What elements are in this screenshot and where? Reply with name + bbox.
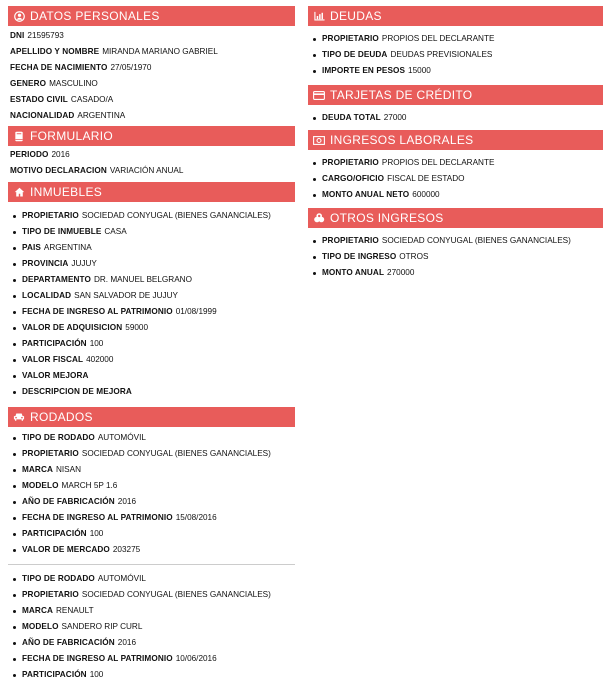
field-label: PROPIETARIO [322,34,379,43]
field-row [308,233,603,249]
field-value: 27000 [383,113,407,122]
field-row [8,108,295,124]
field-row [8,478,295,494]
field-label: NACIONALIDAD [10,111,75,120]
field-row [8,44,295,60]
field-value: ARGENTINA [43,243,92,252]
field-row [8,92,295,108]
field-value: 10/06/2016 [175,654,217,663]
field-value: SOCIEDAD CONYUGAL (BIENES GANANCIALES) [81,211,271,220]
rodado-2-list [8,571,295,683]
field-row [8,240,295,256]
field-value: 59000 [125,323,149,332]
field-value: 2016 [117,638,136,647]
field-label: TIPO DE RODADO [22,433,95,442]
field-row [8,208,295,224]
home-icon [12,187,26,197]
field-label: VALOR MEJORA [22,371,89,380]
field-row [8,60,295,76]
field-label: VALOR FISCAL [22,355,84,364]
field-row [308,155,603,171]
field-label: DEUDA TOTAL [322,113,381,122]
section-title: TARJETAS DE CRÉDITO [330,88,473,102]
field-value: 27/05/1970 [110,63,152,72]
field-value: PROPIOS DEL DECLARANTE [381,34,495,43]
section-title: FORMULARIO [30,129,114,143]
bar-chart-icon [312,11,326,21]
field-row [308,265,603,281]
field-row [308,171,603,187]
vehicle-divider [8,564,295,565]
field-label: VALOR DE ADQUISICION [22,323,123,332]
field-value: 402000 [86,355,114,364]
field-value: SOCIEDAD CONYUGAL (BIENES GANANCIALES) [81,590,271,599]
field-row [8,667,295,683]
book-icon [12,131,26,142]
field-value: 600000 [412,190,440,199]
field-label: PROPIETARIO [22,449,79,458]
field-label: PARTICIPACIÓN [22,339,87,348]
field-row [308,63,603,79]
field-label: TIPO DE INMUEBLE [22,227,102,236]
field-row [8,571,295,587]
field-value: PROPIOS DEL DECLARANTE [381,158,495,167]
field-value: 2016 [117,497,136,506]
field-label: IMPORTE EN PESOS [322,66,406,75]
field-label: TIPO DE INGRESO [322,252,397,261]
field-label: CARGO/OFICIO [322,174,385,183]
field-value: MARCH 5P 1.6 [61,481,118,490]
field-row [8,542,295,558]
field-row [8,272,295,288]
field-row [8,288,295,304]
field-label: FECHA DE INGRESO AL PATRIMONIO [22,513,173,522]
field-label: PARTICIPACIÓN [22,670,87,679]
field-row [8,304,295,320]
deudas-list [308,31,603,79]
field-label: PROPIETARIO [322,236,379,245]
field-row [308,249,603,265]
coins-icon [312,213,326,223]
otros-ingresos-header [308,208,603,228]
field-value: 100 [89,339,104,348]
section-title: DEUDAS [330,9,382,23]
field-row [8,352,295,368]
field-label: FECHA DE INGRESO AL PATRIMONIO [22,654,173,663]
field-label: PROPIETARIO [322,158,379,167]
field-label: DEPARTAMENTO [22,275,91,284]
field-row [8,320,295,336]
section-title: INMUEBLES [30,185,103,199]
field-value: DR. MANUEL BELGRANO [93,275,192,284]
field-row [8,28,295,44]
field-value: MIRANDA MARIANO GABRIEL [102,47,218,56]
field-value: 270000 [387,268,415,277]
field-row [8,462,295,478]
field-row [8,147,295,163]
field-row [8,494,295,510]
field-label: GENERO [10,79,47,88]
field-label: MOTIVO DECLARACION [10,166,107,175]
otros-ingresos-list [308,233,603,281]
field-row [308,110,603,126]
tarjetas-list [308,110,603,126]
field-value: SAN SALVADOR DE JUJUY [74,291,179,300]
field-row [8,368,295,384]
field-value: FISCAL DE ESTADO [387,174,465,183]
field-value: RENAULT [55,606,94,615]
car-icon [12,412,26,422]
field-label: MARCA [22,606,53,615]
section-title: OTROS INGRESOS [330,211,444,225]
field-label: PROPIETARIO [22,590,79,599]
field-label: PARTICIPACIÓN [22,529,87,538]
field-value: AUTOMÓVIL [97,574,146,583]
field-value: 15/08/2016 [175,513,217,522]
field-label: MONTO ANUAL NETO [322,190,410,199]
ingresos-laborales-header [308,130,603,150]
inmuebles-list [8,208,295,400]
field-label: PROPIETARIO [22,211,79,220]
credit-card-icon [312,91,326,100]
field-label: FECHA DE NACIMIENTO [10,63,108,72]
field-value: VARIACIÓN ANUAL [109,166,184,175]
field-label: PROVINCIA [22,259,69,268]
datos-personales-header [8,6,295,26]
field-value: 2016 [51,150,70,159]
field-label: DNI [10,31,25,40]
formulario-list [8,147,295,179]
section-title: RODADOS [30,410,93,424]
field-value: 21595793 [27,31,64,40]
field-row [8,635,295,651]
field-value: DEUDAS PREVISIONALES [390,50,493,59]
tarjetas-header [308,85,603,105]
field-label: PAIS [22,243,41,252]
left-column [8,6,295,683]
inmuebles-header [8,182,295,202]
field-row [8,256,295,272]
user-circle-icon [12,11,26,22]
field-value: ARGENTINA [77,111,126,120]
field-value: AUTOMÓVIL [97,433,146,442]
field-row [8,603,295,619]
section-title: DATOS PERSONALES [30,9,160,23]
field-value: MASCULINO [49,79,98,88]
field-label: AÑO DE FABRICACIÓN [22,638,115,647]
field-row [308,31,603,47]
field-value: OTROS [399,252,429,261]
field-value: NISAN [55,465,82,474]
field-label: MARCA [22,465,53,474]
field-row [8,526,295,542]
field-row [308,47,603,63]
field-row [8,224,295,240]
field-row [8,430,295,446]
datos-personales-list [8,28,295,124]
field-value: 100 [89,529,104,538]
field-value: CASA [104,227,127,236]
field-label: FECHA DE INGRESO AL PATRIMONIO [22,307,173,316]
field-value: 203275 [112,545,141,554]
field-value: 100 [89,670,104,679]
rodado-1-list [8,430,295,558]
field-label: PERIODO [10,150,49,159]
field-label: DESCRIPCION DE MEJORA [22,387,132,396]
field-label: TIPO DE DEUDA [322,50,388,59]
field-value: CASADO/A [70,95,114,104]
field-value: SOCIEDAD CONYUGAL (BIENES GANANCIALES) [81,449,271,458]
field-value: 15000 [408,66,431,75]
field-value: SOCIEDAD CONYUGAL (BIENES GANANCIALES) [381,236,571,245]
field-row [8,510,295,526]
field-row [8,163,295,179]
field-row [8,384,295,400]
field-value: 01/08/1999 [175,307,217,316]
field-row [8,446,295,462]
deudas-header [308,6,603,26]
field-row [8,619,295,635]
field-row [8,651,295,667]
formulario-header [8,126,295,146]
field-label: MODELO [22,622,59,631]
field-row [8,587,295,603]
ingresos-laborales-list [308,155,603,203]
field-row [8,76,295,92]
field-value: SANDERO RIP CURL [61,622,143,631]
right-column [308,6,603,281]
field-row [308,187,603,203]
field-label: TIPO DE RODADO [22,574,95,583]
field-label: ESTADO CIVIL [10,95,68,104]
field-label: AÑO DE FABRICACIÓN [22,497,115,506]
field-label: VALOR DE MERCADO [22,545,110,554]
field-label: APELLIDO Y NOMBRE [10,47,100,56]
field-label: MONTO ANUAL [322,268,385,277]
field-row [8,336,295,352]
rodados-header [8,407,295,427]
section-title: INGRESOS LABORALES [330,133,474,147]
money-icon [312,136,326,145]
field-label: MODELO [22,481,59,490]
field-label: LOCALIDAD [22,291,72,300]
field-value: JUJUY [71,259,97,268]
